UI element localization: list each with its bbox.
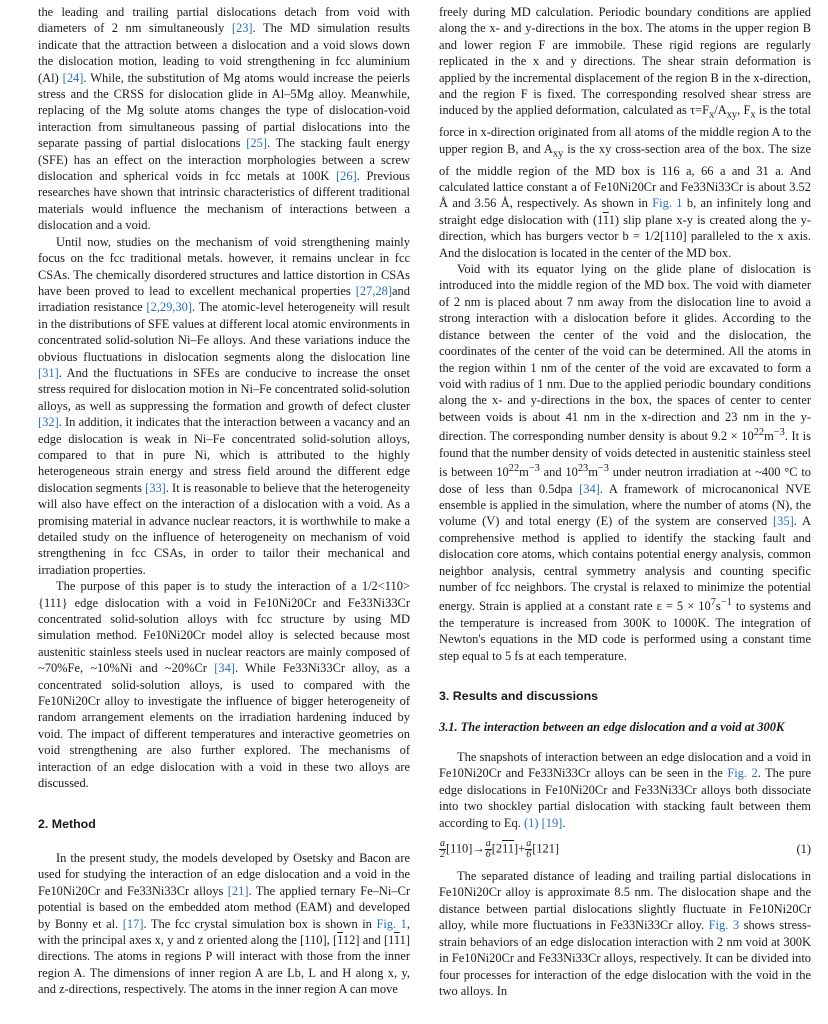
- citation-link[interactable]: [27,28]: [355, 283, 393, 298]
- citation-link[interactable]: [24]: [62, 70, 84, 85]
- citation-link[interactable]: [19]: [541, 815, 563, 830]
- figure-link[interactable]: Fig. 1: [376, 916, 407, 931]
- paragraph-boundary-conditions: freely during MD calculation. Periodic boundary conditions are applied along the x- and y-directions in the box. The atoms in the upper region B and lower region F are immobile. These rigid regions are regularly replicated in the x and y directions. The shear strain deformation is applied by the incremental displacement of the region B in the x-direction, and the region F is fixed. The corresponding resolved shear stress are induced by the applied deformation, calculated as $\tau=F_x/A_{xy}$, $F_x$ is the total force in x-direction originated from all atoms of the middle region A to the upper region B, and $A_{xy}$ is the xy cross-section area of the box. The size of the middle region of the MD box is 116 a, 66 a and 31 a. And calculated lattice constant a of Fe10Ni20Cr and Fe33Ni33Cr is about 3.52 Å and 3.56 Å, respectively. As shown in Fig. 1 b, an infinitely long and straight edge dislocation with (111) slip plane x-y is created along the y-direction, which has burgers vector b = 1/2[110] paralleled to the x axis. And the dislocation is located in the center of the MD box.: [439, 5, 812, 260]
- paragraph-intro-continued: the leading and trailing partial dislocations detach from void with diameters of 2 nm simultaneously [23]. The MD simulation results indicate that the attraction between a dislocation and a void slows down the dislocation motion, leading to void strengthening in fcc aluminium (Al) [24]. While, the substitution of Mg atoms would increase the peierls stress and the CRSS for dislocation glide in Al–5Mg alloy. Meanwhile, replacing of the Mg solute atoms changes the type of dislocation-void interaction from simultaneous passing of partial dislocations into the separate passing of partial dislocations [25]. The stacking fault energy (SFE) has an effect on the interaction morphologies between a screw dislocation and spherical voids in fcc metals at 100K [26]. Previous researches have shown that intrinsic characteristics of different traditional materials would influence the mechanism of interactions between a dislocation and a void.: [38, 5, 410, 233]
- paragraph-method: In the present study, the models developed by Osetsky and Bacon are used for studying the interaction of an edge dislocation and a void in the Fe10Ni20Cr and Fe33Ni33Cr alloys [21]. The applied ternary Fe–Ni–Cr potential is based on the embedded atom method (EAM) and developed by Bonny et al. [17]. The fcc crystal simulation box is shown in Fig. 1, with the principal axes x, y and z oriented along the [110], [112] and [111] directions. The atoms in regions P will interact with those from the inner region A. The dimensions of inner region A are Lb, L and H along x, y, and z-directions, respectively. The atoms in the inner region A can move: [38, 850, 411, 997]
- figure-link[interactable]: Fig. 1: [652, 196, 683, 211]
- equation-body: $\frac{a}{2}$ [110]→ $\frac{a}{6}$ [211]+ $\frac{a}{6}$ [121]: [440, 838, 560, 861]
- equation-number: (1): [796, 842, 811, 857]
- equation-link[interactable]: (1): [523, 815, 539, 830]
- citation-link[interactable]: [2,29,30]: [146, 300, 193, 315]
- paragraph-void-setup: Void with its equator lying on the glide plane of dislocation is introduced into the middle region of the MD box. The void with diameter of 2 nm is placed about 7 nm away from the dislocation line to avoid a strong interaction with a dislocation before it glides. According to the distance between the center of the void and the dislocation, the coordinates of the center of the void can be determined. All the atoms in the region within 1 nm of the center of the void are excavated to form a void with radius of 1 nm. Due to the applied periodic boundary conditions along the x- and y-directions in the box, the spaces of center to center between voids is about 41 nm in the x-direction and 23 nm in the y-direction. The corresponding number density is about $9.2 \times 10^{22}m^{-3}$. It is found that the number density of voids detected in austenitic stainless steel is between $10^{22}m^{-3}$ and $10^{23}m^{-3}$ under neutron irradiation at ~400 °C to dose of less than 0.5dpa [34]. A framework of microcanonical NVE ensemble is applied in the simulation, where the number of atoms (N), the volume (V) and total energy (E) of the system are conserved [35]. A comprehensive method is applied to identify the stacking fault and dislocation core atoms, which contains potential energy analysis, common neighbor analysis, central symmetry analysis and counting specific number of fcc neighbors. The crystal is relaxed to minimize the potential energy. Strain is applied at a constant rate $\varepsilon = 5 \times 10^7s^{-1}$ to systems and the temperature is increased from 300K to 1000K. The integration of Newton's equations in the MD code is performed using a constant time step equal to 5 fs at each temperature.: [439, 262, 812, 663]
- citation-link[interactable]: [31]: [38, 365, 59, 380]
- paragraph-snapshots: The snapshots of interaction between an edge dislocation and a void in Fe10Ni20Cr and Fe33Ni33Cr alloys can be seen in the Fig. 2. The pure edge dislocations in Fe10Ni20Cr and Fe33Ni33Cr alloys both dissociate into two shockley partial dislocation with stacking fault between them according to Eq. (1) [19].: [439, 750, 811, 830]
- figure-link[interactable]: Fig. 3: [708, 918, 740, 933]
- section-heading-results: 3. Results and discussions: [439, 689, 599, 704]
- equation-1: [439, 839, 811, 860]
- section-heading-method: 2. Method: [38, 816, 96, 831]
- subsection-heading: 3.1. The interaction between an edge dislocation and a void at 300K: [439, 719, 785, 734]
- citation-link[interactable]: [25]: [246, 136, 267, 151]
- citation-link[interactable]: [34]: [579, 481, 600, 496]
- citation-link[interactable]: [34]: [214, 661, 235, 676]
- citation-link[interactable]: [17]: [122, 916, 144, 931]
- left-column: [38, 4, 410, 998]
- citation-link[interactable]: [32]: [38, 415, 59, 430]
- paragraph-csa-studies: Until now, studies on the mechanism of void strengthening mainly focus on the fcc traditional metals. however, it remains unclear in fcc CSAs. The chemically disordered structures and lattice distortion in CSAs have been proved to lead to excellent mechanical properties [27,28]and irradiation resistance [2,29,30]. The atomic-level heterogeneity will result in the distributions of SFE values at different local atomic environments in concentrated solid-solution Ni–Fe alloys. And these variations induce the obvious fluctuations in dislocation segments along the dislocation line [31]. And the fluctuations in SFEs are conducive to increase the onset stress required for dislocation motion in Ni–Fe concentrated solid-solution alloys, as well as suppressing the formation and growth of defect cluster [32]. In addition, it indicates that the interaction between a vacancy and an edge dislocation is weak in Ni–Fe concentrated solid-solution alloys, compared to that in pure Ni, which is attributed to the highly heterogeneous strain energy and stress field around the different edge dislocation segments [33]. It is reasonable to believe that the heterogeneity will also have effect on the interaction of a dislocation with a void. As a promising material in advance nuclear reactors, it is worthwhile to make a detailed study on the influence of heterogeneity on mechanism of void strengthening in fcc CSAs, in order to tailor their mechanical and irradiation properties.: [38, 234, 411, 577]
- citation-link[interactable]: [26]: [335, 169, 357, 184]
- paragraph-purpose: The purpose of this paper is to study the interaction of a 1/2<110>{111} edge dislocation with a void in Fe10Ni20Cr and Fe33Ni33Cr concentrated solid-solution alloys with fcc structure by using MD simulation method. Fe10Ni20Cr model alloy is selected because most austenitic stainless steels used in nuclear reactors are mainly composed of ~70%Fe, ~10%Ni and ~20%Cr [34]. While Fe33Ni33Cr alloy, as a concentrated solid-solution alloys, is used to compared with the Fe10Ni20Cr alloy to investigate the influence of bigger heterogeneity of random arrangement elements on the irradiation hardening induced by void. The impact of different temperatures and interactive geometries on void strengthening are also further explored. The mechanisms of interaction of an edge dislocation with a void in these two alloys are discussed.: [38, 579, 410, 791]
- right-column: [439, 4, 811, 999]
- citation-link[interactable]: [23]: [231, 21, 253, 36]
- citation-link[interactable]: [21]: [227, 883, 249, 898]
- citation-link[interactable]: [33]: [145, 480, 166, 495]
- figure-link[interactable]: Fig. 2: [727, 766, 758, 781]
- paragraph-separation: The separated distance of leading and trailing partial dislocations in Fe10Ni20Cr alloy is approximate 8.5 nm. The dislocation shape and the distance between partial dislocations slightly fluctuate in Fe10Ni20Cr alloy, while more fluctuations in Fe33Ni33Cr alloy. Fig. 3 shows stress-strain behaviors of an edge dislocation interaction with 2 nm void at 300K in Fe10Ni20Cr and Fe33Ni33Cr alloys, respectively. It can be divided into four processes for interaction of the edge dislocation with the void in the two alloys. In: [439, 869, 812, 998]
- citation-link[interactable]: [35]: [773, 514, 794, 529]
